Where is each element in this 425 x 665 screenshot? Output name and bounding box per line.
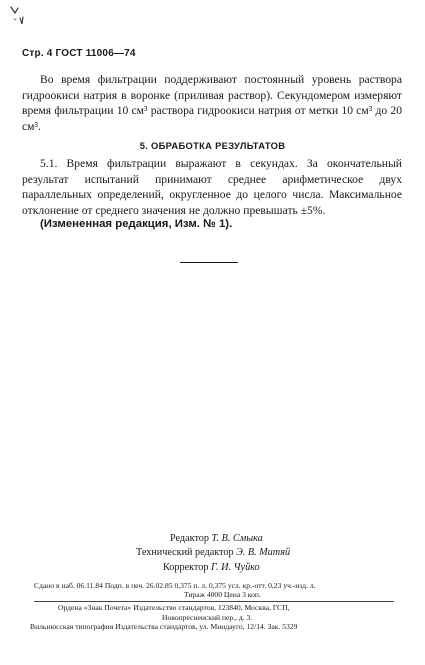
- credit-role: Корректор: [163, 561, 209, 573]
- credit-technical-editor: [0, 546, 425, 560]
- publisher-line: Ордена «Знак Почета» Издательство стандартов, 123840, Москва, ГСП,: [58, 603, 290, 612]
- footer-divider: [34, 601, 394, 602]
- print-imprint: [34, 581, 414, 600]
- credit-name: Э. В. Митяй: [236, 547, 291, 559]
- publisher-block: [30, 603, 410, 632]
- credit-name: Г. И. Чуйко: [210, 561, 260, 573]
- amendment-note: (Измененная редакция, Изм. № 1).: [40, 218, 233, 230]
- results-paragraph: 5.1. Время фильтрации выражают в секундах. За окончательный результат испытаний принимают среднее арифметическое двух параллельных определений, округленное до целого числа. Максимальное отклонение от среднего значения не должно превышать ±5%.: [22, 157, 402, 217]
- publisher-line: Новопресненский пер., д. 3.: [162, 612, 253, 622]
- section-title: 5. ОБРАБОТКА РЕЗУЛЬТАТОВ: [139, 140, 286, 151]
- credit-corrector: [0, 561, 425, 575]
- divider-rule: [180, 262, 238, 263]
- credit-name: Т. В. Смыка: [211, 533, 263, 544]
- handwritten-mark-icon: [8, 4, 30, 30]
- imprint-line: Сдано в наб. 06.11.84 Подп. в печ. 26.02.85 0,375 п. л. 0,375 усл. кр.-отт. 0,23 уч.-изд. л.: [34, 581, 316, 590]
- imprint-line: Тираж 4000 Цена 3 коп.: [184, 590, 261, 600]
- credits-block: [0, 532, 425, 575]
- page-header: Стр. 4 ГОСТ 11006—74: [22, 48, 136, 59]
- filtration-paragraph: Во время фильтрации поддерживают постоянный уровень раствора гидроокиси натрия в воронке (приливая раствор). Секундомером измеряют время фильтрации 10 см³ раствора гидроокиси натрия от метки 10 см³ до 20 см³.: [22, 73, 402, 133]
- credit-role: Редактор: [170, 533, 209, 544]
- publisher-line: Вильнюсская типография Издательства стандартов, ул. Миндауго, 12/14. Зак. 5329: [30, 622, 298, 632]
- credit-role: Технический редактор: [136, 547, 234, 559]
- credit-editor: [0, 532, 425, 546]
